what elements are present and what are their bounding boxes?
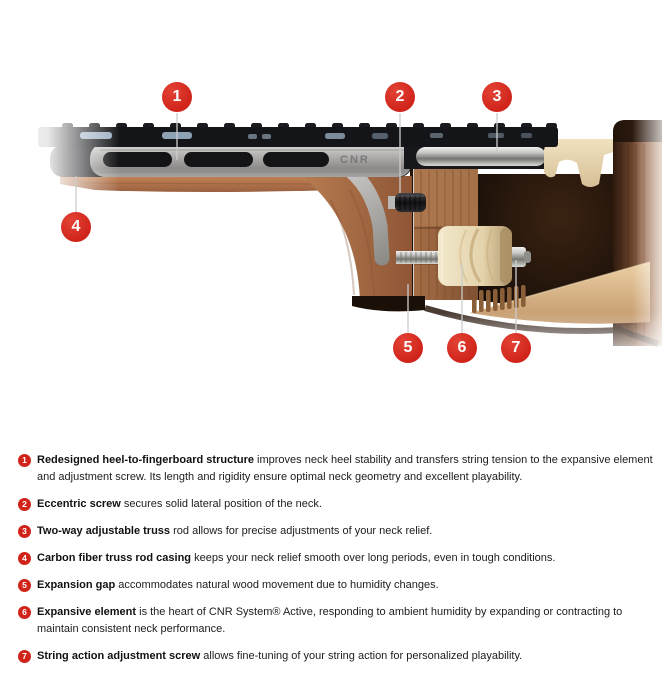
legend-description: is the heart of CNR System® Active, responding to ambient humidity by expanding or contracting to maintain consistent neck performance. [37,606,623,635]
legend-term: String action adjustment screw [37,650,201,662]
callout-badge-1: 1 [162,82,192,112]
legend-item-4 [18,550,656,567]
beam-slot [263,152,329,167]
adjustment-rod [396,251,442,264]
legend-item-1 [18,452,656,486]
legend-description: improves neck heel stability and transfers string tension to the expansive element and adjustment screw. Its length and rigidity ensure optimal neck geometry and excellent playability. [37,454,653,483]
legend-bullet-4: 4 [18,552,31,565]
heel-bottom-edge [352,296,425,311]
legend-bullet-6: 6 [18,606,31,619]
expansive-element [438,226,512,286]
legend-description: secures solid lateral position of the neck. [120,498,322,510]
legend-description: allows fine-tuning of your string action for personalized playability. [200,650,523,662]
legend-item-7 [18,648,656,665]
legend-item-2 [18,496,656,513]
legend-bullet-2: 2 [18,498,31,511]
callout-badge-2: 2 [385,82,415,112]
legend-term: Carbon fiber truss rod casing [37,552,192,564]
truss-rod [416,147,546,166]
legend-bullet-1: 1 [18,454,31,467]
neck-heel-wood [302,176,412,300]
beam-slot [184,152,253,167]
legend-description: accommodates natural wood movement due to humidity changes. [115,579,439,591]
legend-item-3 [18,523,656,540]
callout-badge-4: 4 [61,212,91,242]
legend-bullet-7: 7 [18,650,31,663]
legend-term: Redesigned heel-to-fingerboard structure [37,454,254,466]
legend-term: Expansive element [37,606,137,618]
legend-item-6 [18,604,656,638]
legend-term: Two-way adjustable truss [37,525,171,537]
legend-description: keeps your neck relief smooth over long periods, even in tough conditions. [191,552,556,564]
left-fade [0,100,120,260]
bottom-fade [320,312,672,376]
callout-badge-7: 7 [501,333,531,363]
beam-embossed-label: CNR [340,154,370,166]
legend-term: Eccentric screw [37,498,121,510]
callout-badge-6: 6 [447,333,477,363]
callout-badge-3: 3 [482,82,512,112]
callout-badge-5: 5 [393,333,423,363]
legend-item-5 [18,577,439,594]
legend-bullet-3: 3 [18,525,31,538]
aluminum-support-beam [90,143,412,177]
legend [18,452,656,675]
legend-term: Expansion gap [37,579,116,591]
legend-description: rod allows for precise adjustments of your neck relief. [170,525,433,537]
legend-bullet-5: 5 [18,579,31,592]
